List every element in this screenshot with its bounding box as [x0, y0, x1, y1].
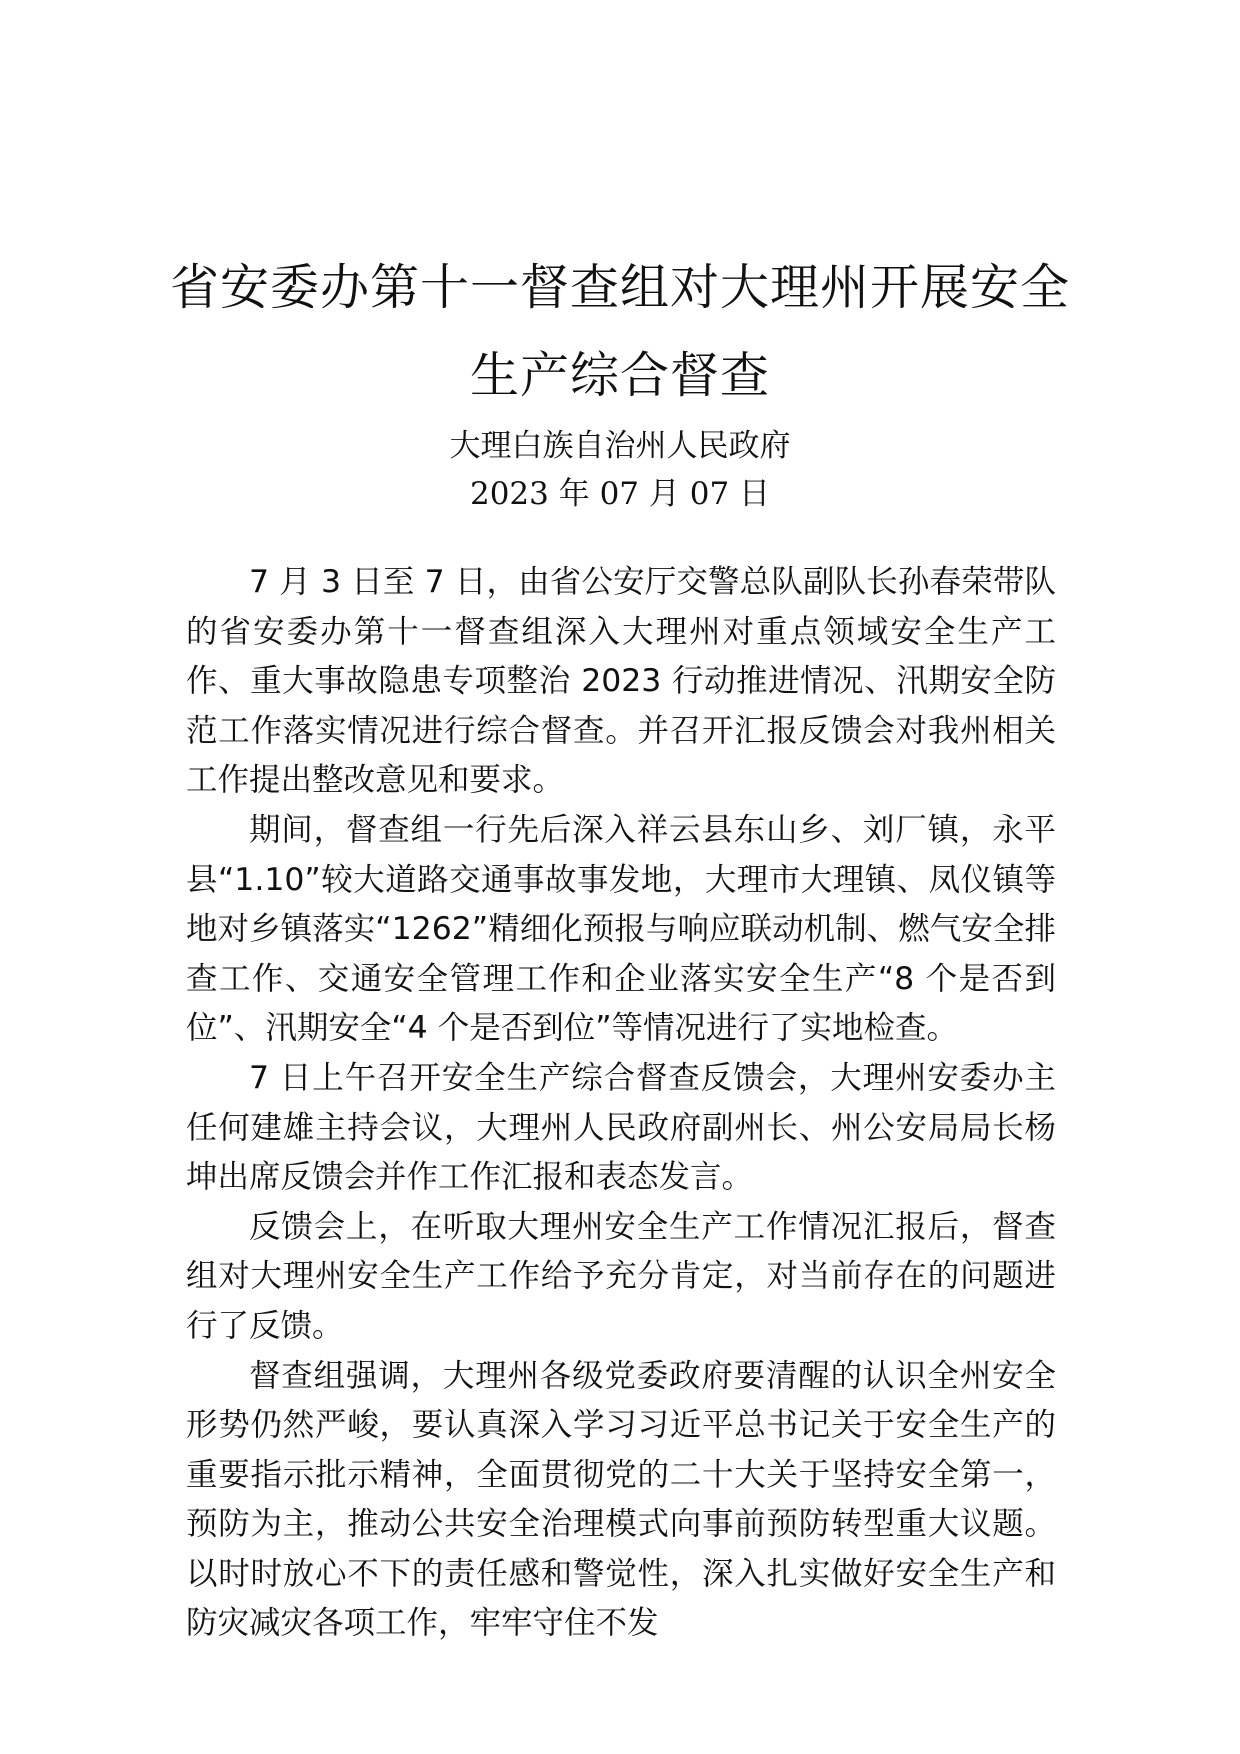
paragraph-4: 反馈会上，在听取大理州安全生产工作情况汇报后，督查组对大理州安全生产工作给予充分肯定，对当前存在的问题进行了反馈。 [186, 1208, 1056, 1344]
document-organization: 大理白族自治州人民政府 [449, 428, 791, 464]
paragraph-1: 7 月 3 日至 7 日，由省公安厅交警总队副队长孙春荣带队的省安委办第十一督查组深入大理州对重点领域安全生产工作、重大事故隐患专项整治 2023 行动推进情况、汛期安全防范工作落实情况进行综合督查。并召开汇报反馈会对我州相关工作提出整改意见和要求。 [186, 564, 1056, 799]
paragraph-2: 期间，督查组一行先后深入祥云县东山乡、刘厂镇，永平县“1.10”较大道路交通事故事发地，大理市大理镇、凤仪镇等地对乡镇落实“1262”精细化预报与响应联动机制、燃气安全排查工作、交通安全管理工作和企业落实安全生产“8 个是否到位”、汛期安全“4 个是否到位”等情况进行了实地检查。 [186, 811, 1056, 1047]
document-title-line-2: 生产综合督查 [469, 347, 770, 404]
document-title-line-1: 省安委办第十一督查组对大理州开展安全 [169, 259, 1070, 316]
document-date: 2023 年 07 月 07 日 [469, 476, 771, 512]
paragraph-5: 督查组强调，大理州各级党委政府要清醒的认识全州安全形势仍然严峻，要认真深入学习习近平总书记关于安全生产的重要指示批示精神，全面贯彻党的二十大关于坚持安全第一，预防为主，推动公共安全治理模式向事前预防转型重大议题。以时时放心不下的责任感和警觉性，深入扎实做好安全生产和防灾减灾各项工作，牢牢守住不发 [186, 1357, 1056, 1642]
document-body [186, 558, 1056, 1649]
paragraph-3: 7 日上午召开安全生产综合督查反馈会，大理州安委办主任何建雄主持会议，大理州人民政府副州长、州公安局局长杨坤出席反馈会并作工作汇报和表态发言。 [186, 1059, 1056, 1196]
